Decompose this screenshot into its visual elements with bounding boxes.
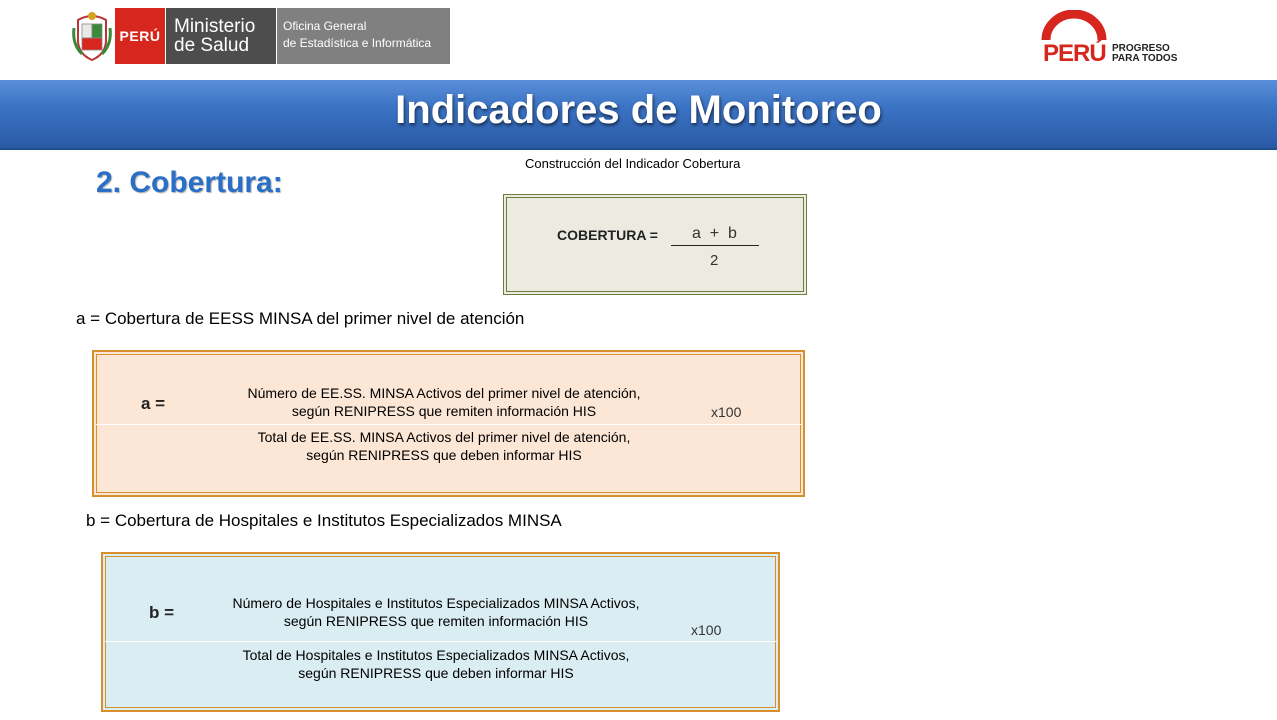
a-denominator-line1: Total de EE.SS. MINSA Activos del primer nivel de atención, [257, 429, 631, 445]
brand-tagline [1112, 44, 1177, 64]
brand-tag-line2: PARA TODOS [1112, 53, 1178, 64]
formula-box-b [101, 552, 780, 712]
ministry-line1: Ministerio [174, 16, 256, 37]
office-logo [277, 8, 450, 64]
a-numerator [205, 384, 683, 420]
office-line2: de Estadística e Informática [283, 36, 432, 50]
definition-b: b = Cobertura de Hospitales e Institutos Especializados MINSA [86, 511, 562, 530]
a-multiplier: x100 [711, 404, 742, 420]
brand-tag-line1: PROGRESO [1112, 43, 1170, 54]
formula-b-divider [105, 641, 777, 642]
b-numerator [197, 594, 675, 630]
cobertura-numerator: a + b [692, 225, 737, 242]
b-denominator-line2: según RENIPRESS que deben informar HIS [298, 665, 574, 681]
ministry-line2: de Salud [174, 35, 250, 56]
formula-a-divider [96, 424, 802, 425]
b-denominator-line1: Total de Hospitales e Institutos Especializados MINSA Activos, [242, 647, 630, 663]
b-numerator-line2: según RENIPRESS que remiten información HIS [283, 613, 589, 629]
a-denominator [205, 428, 683, 464]
b-equation-label: b = [149, 603, 175, 622]
cobertura-label: COBERTURA = [557, 227, 658, 243]
section-subtitle: 2. Cobertura: [96, 166, 283, 199]
office-line1: Oficina General [283, 19, 367, 33]
b-denominator [197, 646, 675, 682]
ministry-logo [166, 8, 276, 64]
a-equation-label: a = [141, 394, 166, 413]
b-multiplier: x100 [691, 622, 722, 638]
a-numerator-line1: Número de EE.SS. MINSA Activos del primer nivel de atención, [247, 385, 641, 401]
brand-word: PERÚ [1043, 40, 1106, 67]
cobertura-denominator: 2 [710, 252, 719, 269]
peru-label: PERÚ [115, 8, 165, 64]
construction-box [503, 194, 807, 295]
page-title: Indicadores de Monitoreo [395, 88, 882, 132]
coat-of-arms-icon [72, 10, 112, 62]
b-numerator-line1: Número de Hospitales e Institutos Especializados MINSA Activos, [232, 595, 640, 611]
fraction-line [671, 245, 759, 246]
a-denominator-line2: según RENIPRESS que deben informar HIS [306, 447, 582, 463]
definition-a: a = Cobertura de EESS MINSA del primer nivel de atención [76, 309, 525, 328]
a-numerator-line2: según RENIPRESS que remiten información HIS [291, 403, 597, 419]
construction-caption: Construcción del Indicador Cobertura [525, 156, 741, 171]
